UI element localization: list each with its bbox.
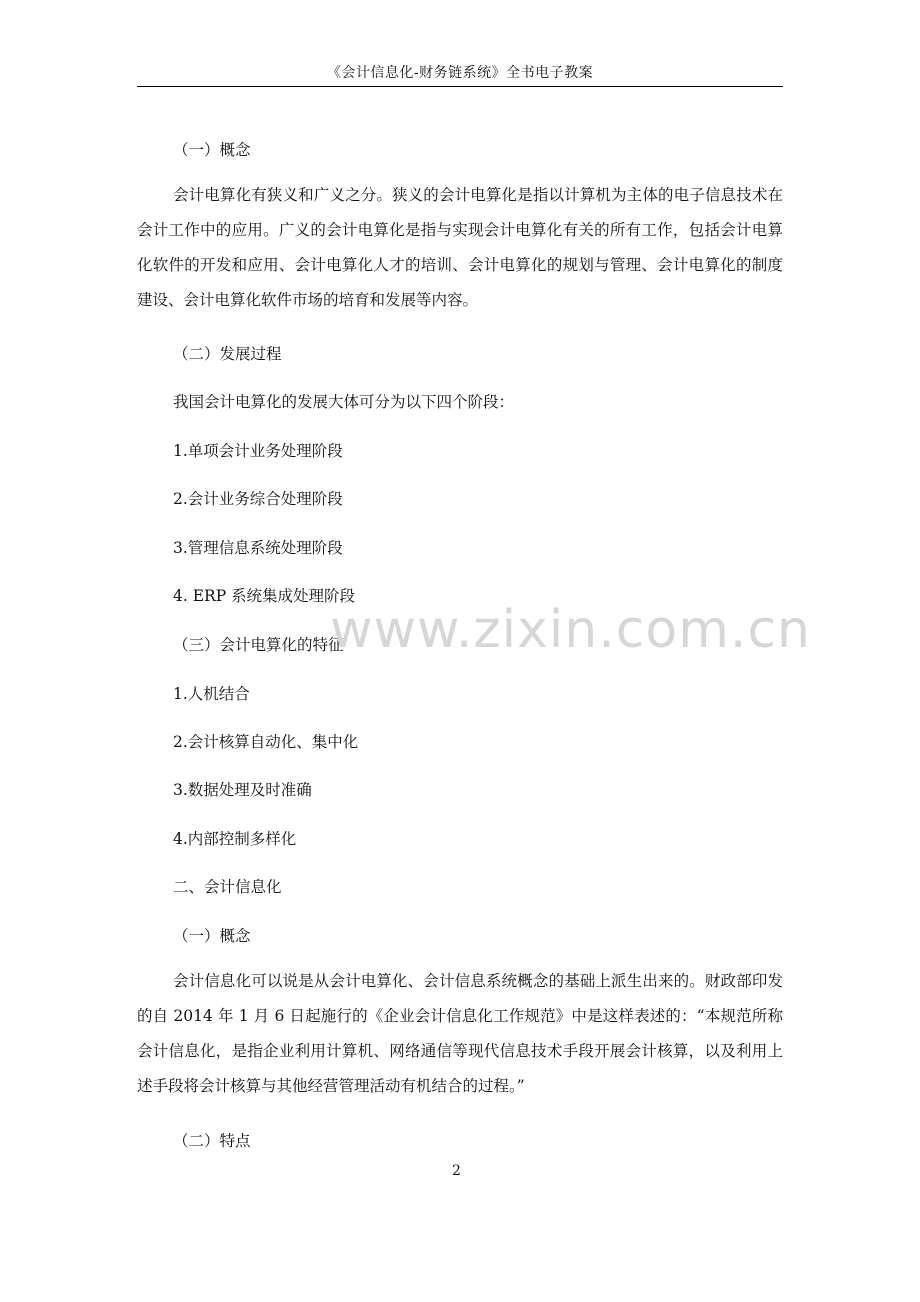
subheading-concept: （一）概念 bbox=[173, 141, 251, 159]
list-item-stage-1: 1.单项会计业务处理阶段 bbox=[173, 442, 343, 460]
list-item-stage-3: 3.管理信息系统处理阶段 bbox=[173, 539, 343, 557]
list-item-feature-3: 3.数据处理及时准确 bbox=[173, 781, 312, 799]
subheading-features: （三）会计电算化的特征 bbox=[173, 636, 344, 654]
paragraph-development-intro: 我国会计电算化的发展大体可分为以下四个阶段： bbox=[173, 393, 515, 411]
document-header: 《会计信息化-财务链系统》全书电子教案 bbox=[326, 65, 594, 81]
subheading-concept-2: （一）概念 bbox=[173, 927, 251, 945]
list-item-feature-1: 1.人机结合 bbox=[173, 685, 250, 703]
page-number: 2 bbox=[452, 1163, 461, 1179]
list-item-stage-2: 2.会计业务综合处理阶段 bbox=[173, 490, 343, 508]
paragraph-accounting-computerization-concept: 会计电算化有狭义和广义之分。狭义的会计电算化是指以计算机为主体的电子信息技术在会计工作中的应用。广义的会计电算化是指与实现会计电算化有关的所有工作，包括会计电算化软件的开发和应用、会计电算化人才的培训、会计电算化的规划与管理、会计电算化的制度建设、会计电算化软件市场的培育和发展等内容。 bbox=[137, 186, 783, 309]
section-heading-accounting-informatization: 二、会计信息化 bbox=[173, 878, 282, 896]
list-item-feature-2: 2.会计核算自动化、集中化 bbox=[173, 733, 359, 751]
paragraph-accounting-informatization-concept: 会计信息化可以说是从会计电算化、会计信息系统概念的基础上派生出来的。财政部印发的自 2014 年 1 月 6 日起施行的《企业会计信息化工作规范》中是这样表述的：“本规范所称会计信息化，是指企业利用计算机、网络通信等现代信息技术手段开展会计核算，以及利用上述手段将会计核算与其他经营管理活动有机结合的过程。” bbox=[137, 972, 783, 1095]
subheading-characteristics: （二）特点 bbox=[173, 1132, 251, 1150]
header-divider bbox=[137, 86, 783, 87]
list-item-feature-4: 4.内部控制多样化 bbox=[173, 830, 297, 848]
subheading-development: （二）发展过程 bbox=[173, 345, 282, 363]
watermark: www.zixin.com.cn bbox=[330, 600, 811, 660]
list-item-stage-4: 4. ERP 系统集成处理阶段 bbox=[173, 587, 356, 605]
